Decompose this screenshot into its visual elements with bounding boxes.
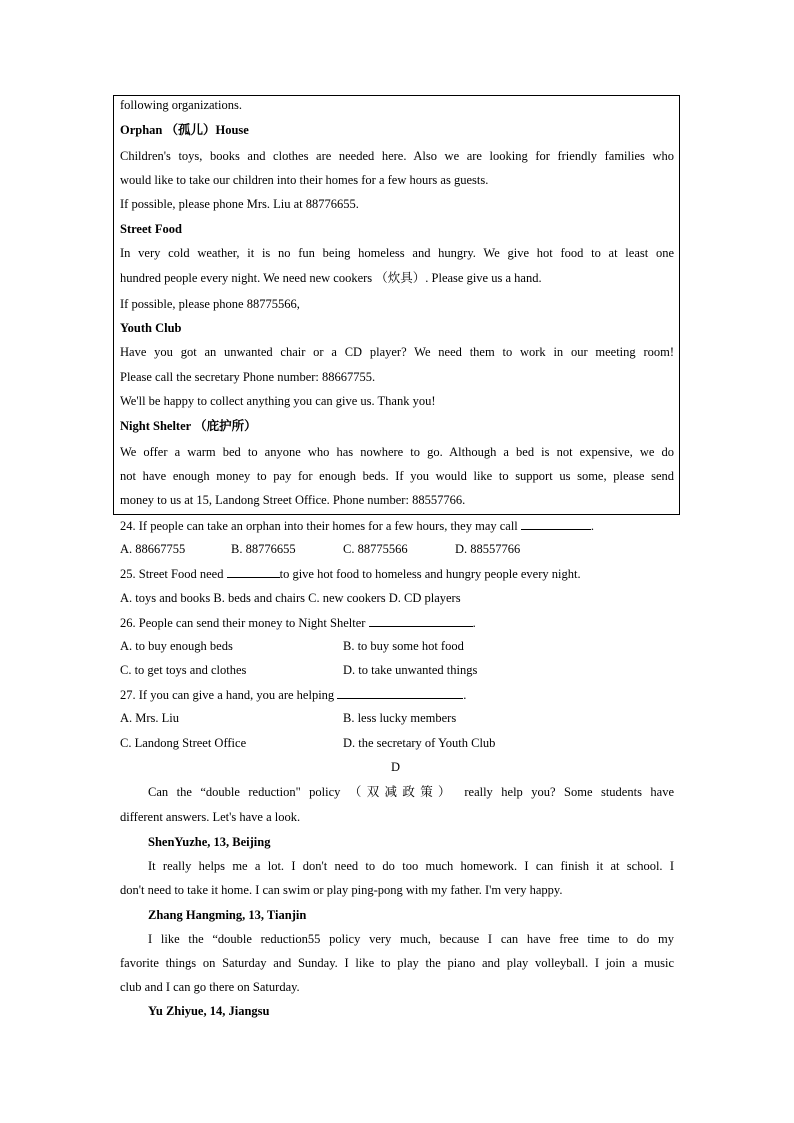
- section-d-intro-line-1: Can the “double reduction" policy （双减政策） really help you? Some students have: [148, 785, 674, 799]
- section-heading-street-food: Street Food: [120, 222, 182, 236]
- passage-intro: following organizations.: [120, 98, 242, 112]
- section-heading-youth-club: Youth Club: [120, 321, 182, 335]
- shen-yuzhe-line-2: don't need to take it home. I can swim or play ping-pong with my father. I'm very happy.: [120, 883, 563, 897]
- question-27-end: .: [463, 688, 467, 702]
- question-26-stem: 26. People can send their money to Night Shelter: [120, 616, 366, 630]
- orphan-house-line-3: If possible, please phone Mrs. Liu at 88776655.: [120, 197, 359, 211]
- night-shelter-line-1: We offer a warm bed to anyone who has nowhere to go. Although a bed is not expensive, we do: [120, 445, 674, 459]
- question-25-stem: 25. Street Food need: [120, 567, 224, 581]
- option-24-b[interactable]: B. 88776655: [231, 542, 296, 556]
- option-26-b[interactable]: B. to buy some hot food: [343, 639, 464, 653]
- zhang-hangming-line-3: club and I can go there on Saturday.: [120, 980, 300, 994]
- option-26-a[interactable]: A. to buy enough beds: [120, 639, 233, 653]
- options-25[interactable]: A. toys and books B. beds and chairs C. new cookers D. CD players: [120, 591, 461, 605]
- zhang-hangming-line-1: I like the “double reduction55 policy very much, because I can have free time to do my: [148, 932, 674, 946]
- answer-blank-24[interactable]: [521, 517, 591, 530]
- youth-club-line-2: Please call the secretary Phone number: 88667755.: [120, 370, 376, 384]
- answer-blank-27[interactable]: [337, 686, 463, 699]
- question-25-stem-after: to give hot food to homeless and hungry people every night.: [279, 567, 581, 581]
- option-27-a[interactable]: A. Mrs. Liu: [120, 711, 180, 725]
- option-27-b[interactable]: B. less lucky members: [343, 711, 457, 725]
- answer-blank-26[interactable]: [369, 614, 473, 627]
- orphan-house-line-1: Children's toys, books and clothes are needed here. Also we are looking for friendly families who: [120, 149, 674, 163]
- question-24-stem: 24. If people can take an orphan into their homes for a few hours, they may call: [120, 519, 518, 533]
- youth-club-line-1: Have you got an unwanted chair or a CD player? We need them to work in our meeting room!: [120, 345, 674, 359]
- student-name-shen-yuzhe: ShenYuzhe, 13, Beijing: [148, 835, 271, 849]
- option-26-c[interactable]: C. to get toys and clothes: [120, 663, 247, 677]
- student-name-zhang-hangming: Zhang Hangming, 13, Tianjin: [148, 908, 307, 922]
- section-heading-night-shelter: Night Shelter （庇护所）: [120, 419, 257, 433]
- option-26-d[interactable]: D. to take unwanted things: [343, 663, 478, 677]
- section-heading-orphan-house: Orphan （孤儿）House: [120, 123, 249, 137]
- option-27-d[interactable]: D. the secretary of Youth Club: [343, 736, 496, 750]
- orphan-house-line-2: would like to take our children into their homes for a few hours as guests.: [120, 173, 489, 187]
- option-24-a[interactable]: A. 88667755: [120, 542, 186, 556]
- student-name-yu-zhiyue: Yu Zhiyue, 14, Jiangsu: [148, 1004, 270, 1018]
- shen-yuzhe-line-1: It really helps me a lot. I don't need to do too much homework. I can finish it at school. I: [148, 859, 674, 873]
- question-27: [120, 686, 466, 703]
- option-24-d[interactable]: D. 88557766: [455, 542, 521, 556]
- option-24-c[interactable]: C. 88775566: [343, 542, 408, 556]
- street-food-line-2: hundred people every night. We need new cookers （炊具）. Please give us a hand.: [120, 271, 542, 285]
- night-shelter-line-2: not have enough money to pay for enough beds. If you would like to support us some, please send: [120, 469, 674, 483]
- question-26-end: .: [472, 616, 476, 630]
- section-letter-d: D: [391, 760, 401, 774]
- question-27-stem: 27. If you can give a hand, you are helping: [120, 688, 335, 702]
- question-24-end: .: [590, 519, 595, 533]
- section-d-intro-line-2: different answers. Let's have a look.: [120, 810, 301, 824]
- night-shelter-line-3: money to us at 15, Landong Street Office. Phone number: 88557766.: [120, 493, 466, 507]
- question-25: [120, 565, 581, 582]
- street-food-line-1: In very cold weather, it is no fun being homeless and hungry. We give hot food to at least one: [120, 246, 674, 260]
- youth-club-line-3: We'll be happy to collect anything you can give us. Thank you!: [120, 394, 436, 408]
- zhang-hangming-line-2: favorite things on Saturday and Sunday. I like to play the piano and play volleyball. I join a music: [120, 956, 674, 970]
- option-27-c[interactable]: C. Landong Street Office: [120, 736, 247, 750]
- question-26: [120, 614, 476, 631]
- answer-blank-25[interactable]: [227, 565, 280, 578]
- street-food-line-3: If possible, please phone 88775566,: [120, 297, 300, 311]
- question-24: [120, 517, 594, 534]
